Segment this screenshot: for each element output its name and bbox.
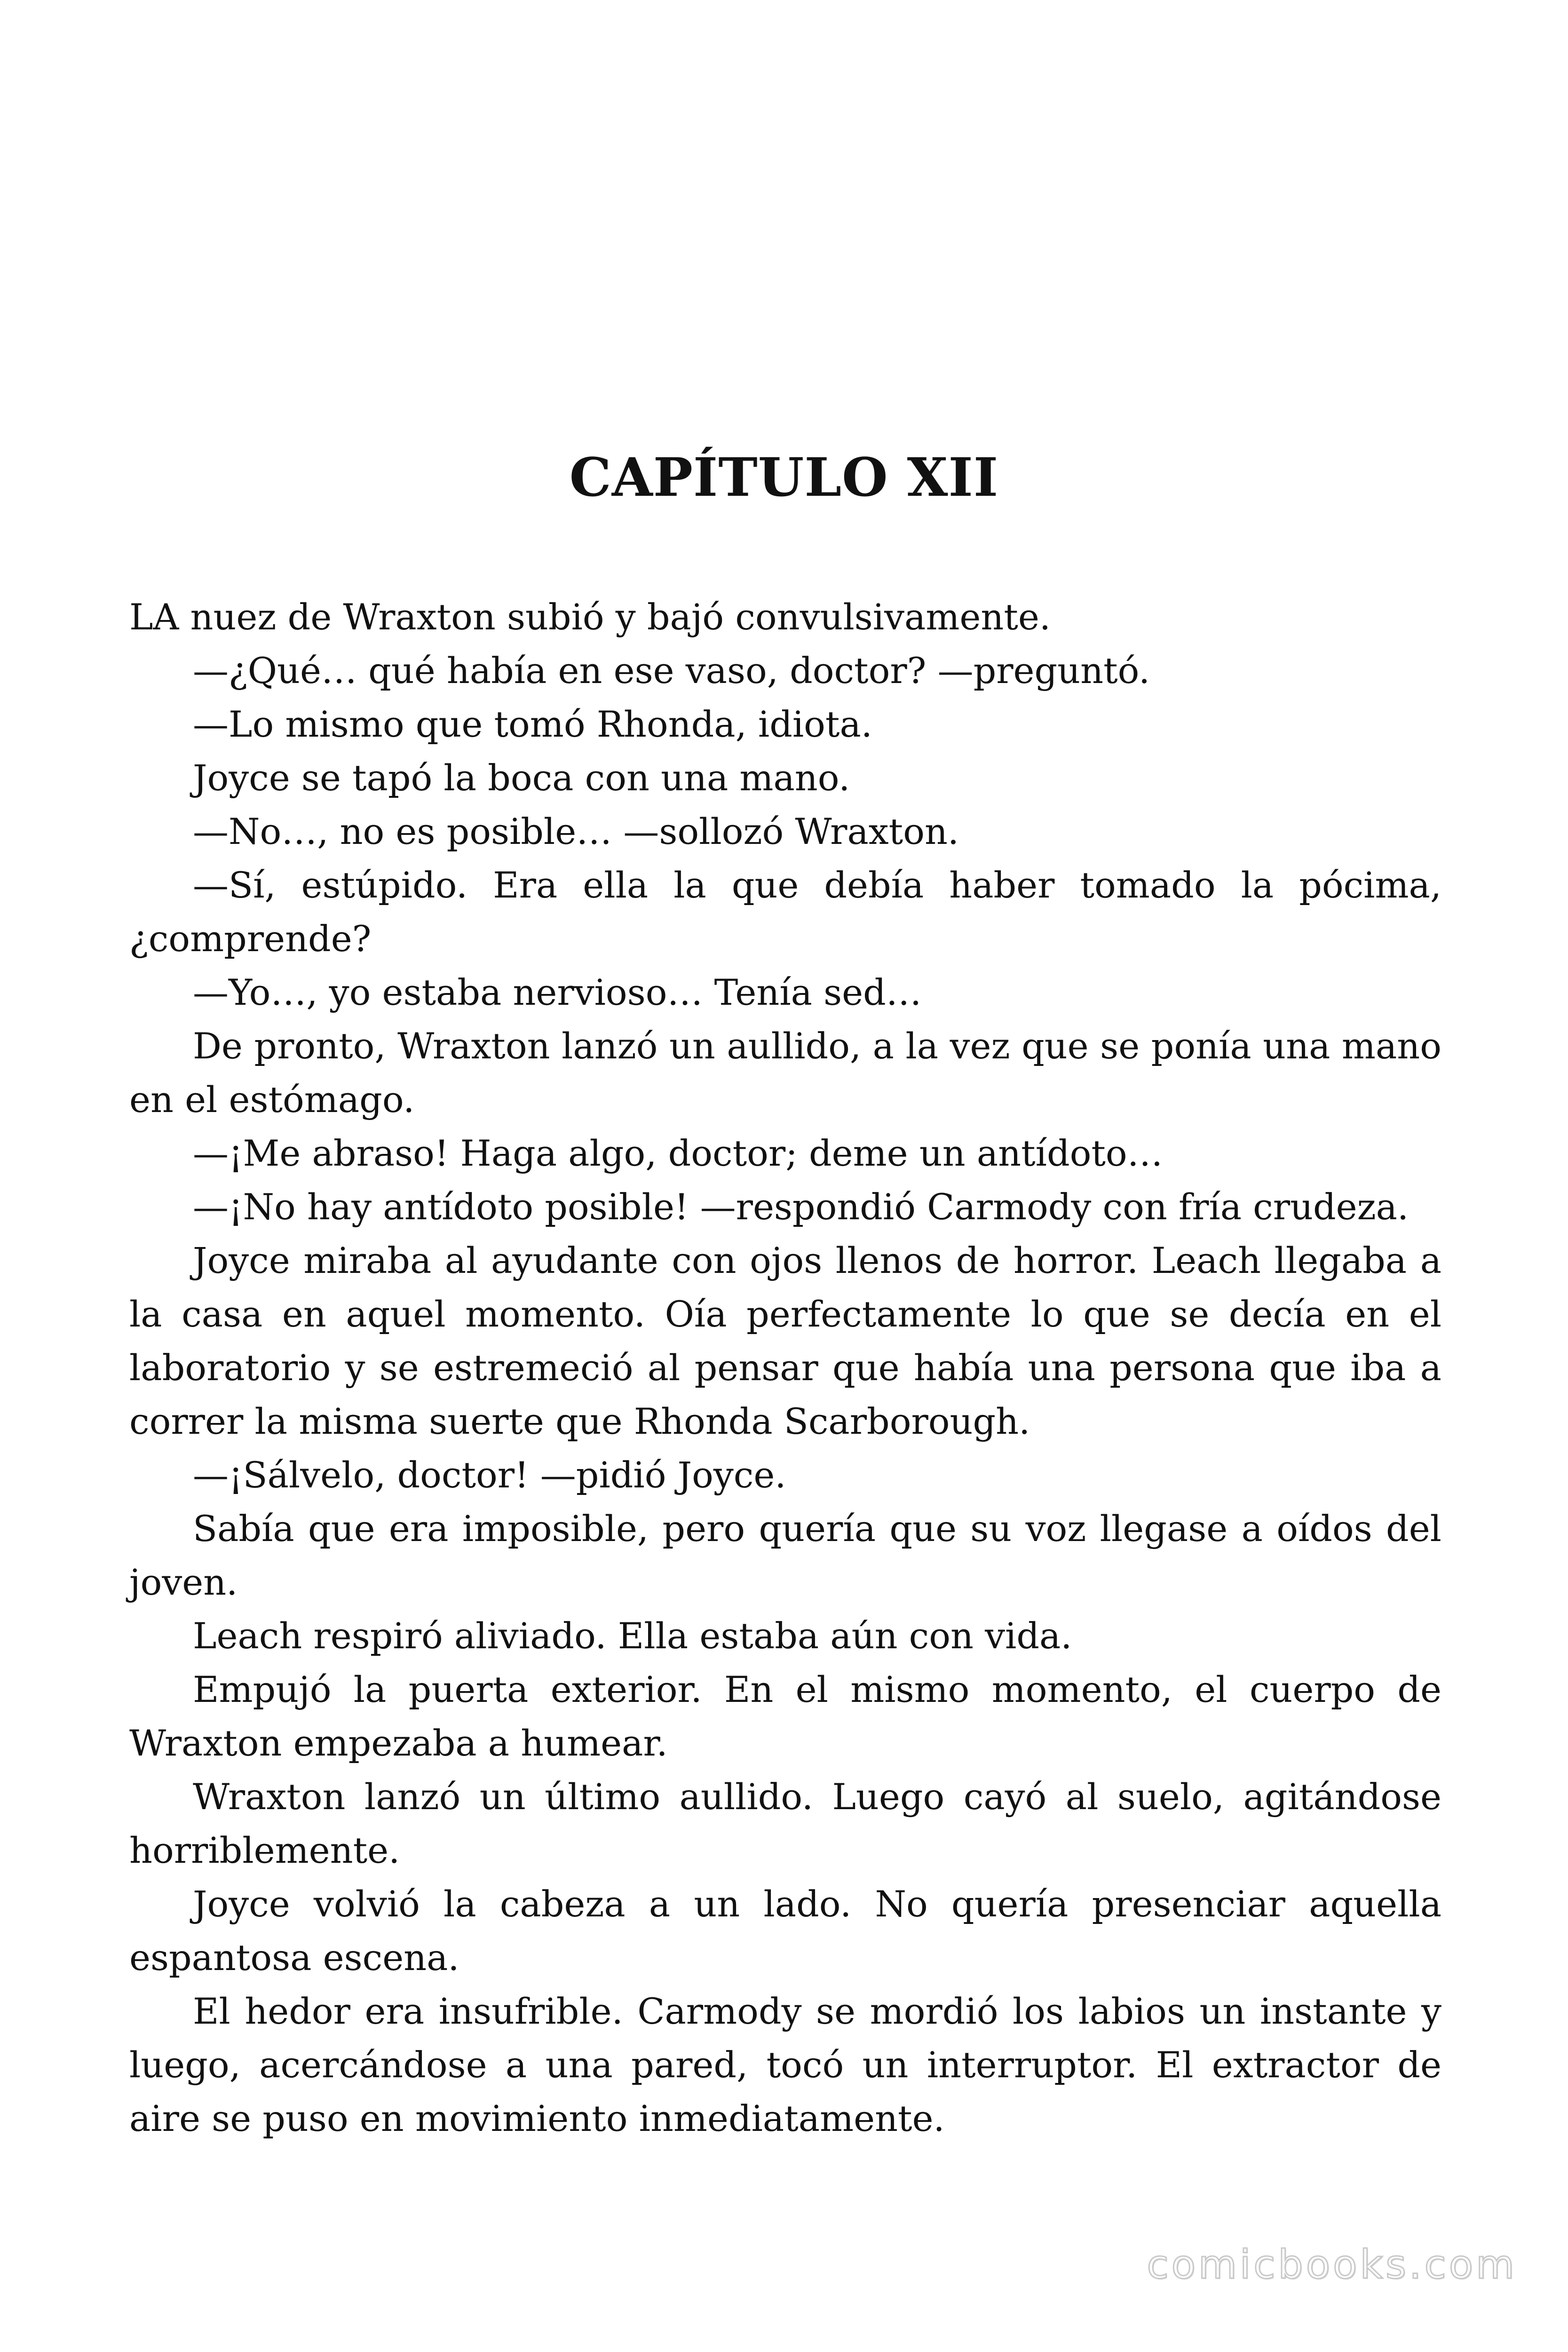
paragraph: —Yo…, yo estaba nervioso… Tenía sed… — [193, 971, 922, 1013]
paragraph: Joyce se tapó la boca con una mano. — [193, 757, 850, 799]
paragraph: Leach respiró aliviado. Ella estaba aún con vida. — [193, 1615, 1072, 1657]
paragraph: Joyce volvió la cabeza a un lado. No quería presenciar aquella espantosa escena. — [129, 1883, 1441, 1979]
paragraph: LA nuez de Wraxton subió y bajó convulsivamente. — [129, 596, 1051, 638]
chapter-title: CAPÍTULO XII — [569, 447, 999, 509]
paragraph: Empujó la puerta exterior. En el mismo momento, el cuerpo de Wraxton empezaba a humear. — [129, 1669, 1441, 1764]
paragraph: —¡Sálvelo, doctor! —pidió Joyce. — [193, 1454, 786, 1496]
paragraph: Joyce miraba al ayudante con ojos llenos de horror. Leach llegaba a la casa en aquel momento. Oía perfectamente lo que se decía en el laboratorio y se estremeció al pensar que había una persona que iba a correr la misma suerte que Rhonda Scarborough. — [129, 1240, 1441, 1442]
watermark: comicbooks.com — [1147, 2241, 1517, 2288]
paragraph: —¿Qué… qué había en ese vaso, doctor? —preguntó. — [193, 650, 1150, 691]
paragraph: —Lo mismo que tomó Rhonda, idiota. — [193, 703, 872, 745]
chapter-body — [129, 590, 1441, 2145]
paragraph: —¡No hay antídoto posible! —respondió Carmody con fría crudeza. — [193, 1186, 1409, 1228]
paragraph: Wraxton lanzó un último aullido. Luego cayó al suelo, agitándose horriblemente. — [129, 1776, 1441, 1871]
paragraph: Sabía que era imposible, pero quería que su voz llegase a oídos del joven. — [129, 1508, 1441, 1603]
paragraph: —No…, no es posible… —sollozó Wraxton. — [193, 810, 959, 852]
paragraph: El hedor era insufrible. Carmody se mordió los labios un instante y luego, acercándose a una pared, tocó un interruptor. El extractor de aire se puso en movimiento inmediatamente. — [129, 1990, 1441, 2139]
paragraph: —Sí, estúpido. Era ella la que debía haber tomado la pócima, ¿comprende? — [129, 864, 1441, 960]
paragraph: De pronto, Wraxton lanzó un aullido, a la vez que se ponía una mano en el estómago. — [129, 1025, 1441, 1120]
paragraph: —¡Me abraso! Haga algo, doctor; deme un antídoto… — [193, 1132, 1163, 1174]
